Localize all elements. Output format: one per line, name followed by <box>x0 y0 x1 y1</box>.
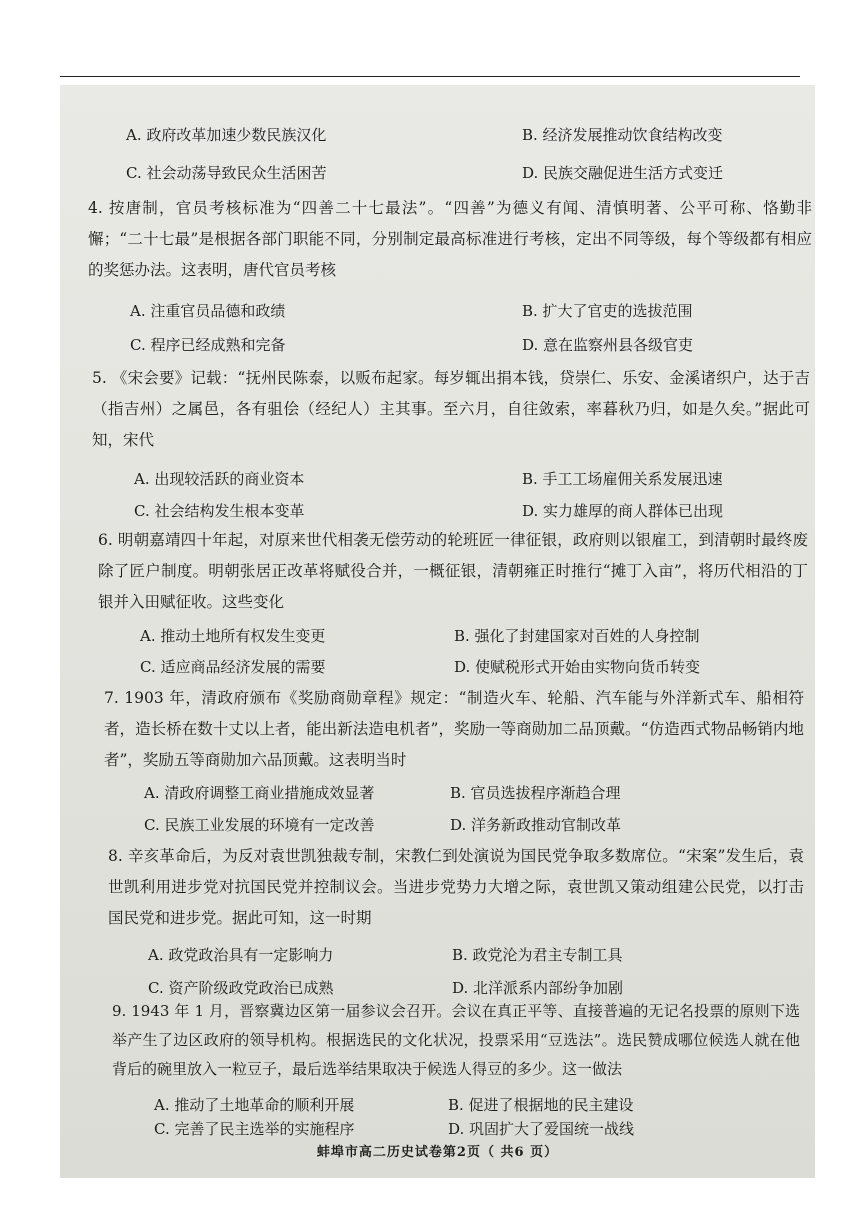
question-4-text: 按唐制，官员考核标准为“四善二十七最法”。“四善”为德义有闻、清慎明著、公平可称、恪勤非懈；“二十七最”是根据各部门职能不同，分别制定最高标准进行考核，定出不同等级，每个等级都有相应的奖惩办法。这表明，唐代官员考核 <box>88 199 812 279</box>
q7-option-d[interactable]: D. 洋务新政推动官制改革 <box>450 816 622 834</box>
q4-option-b[interactable]: B. 扩大了官吏的选拔范围 <box>522 302 693 320</box>
q4-option-c[interactable]: C. 程序已经成熟和完备 <box>130 336 286 354</box>
q6-option-c[interactable]: C. 适应商品经济发展的需要 <box>140 658 326 676</box>
question-5-text: 《宋会要》记载：“抚州民陈泰，以贩布起家。每岁辄出捐本钱，贷崇仁、乐安、金溪诸织户，达于吉（指吉州）之属邑，各有驵侩（经纪人）主其事。至六月，自往敛索，率暮秋乃归，如是久矣。”据此可知，宋代 <box>92 369 810 449</box>
q9-option-c[interactable]: C. 完善了民主选举的实施程序 <box>154 1120 355 1138</box>
q4-option-d[interactable]: D. 意在监察州县各级官吏 <box>522 336 694 354</box>
q6-option-d[interactable]: D. 使赋税形式开始由实物向货币转变 <box>454 658 701 676</box>
exam-content <box>60 85 815 1178</box>
q4-option-a[interactable]: A. 注重官员品德和政绩 <box>130 302 286 320</box>
q9-option-d[interactable]: D. 巩固扩大了爱国统一战线 <box>448 1120 635 1138</box>
q9-option-b[interactable]: B. 促进了根据地的民主建设 <box>448 1096 634 1114</box>
question-6-stem <box>98 525 808 620</box>
question-9-text: 1943 年 1 月，晋察冀边区第一届参议会召开。会议在真正平等、直接普遍的无记名投票的原则下选举产生了边区政府的领导机构。根据选民的文化状况，投票采用“豆选法”。选民赞成哪位候选人就在他背后的碗里放入一粒豆子，最后选举结果取决于候选人得豆的多少。这一做法 <box>112 1002 800 1078</box>
q5-option-c[interactable]: C. 社会结构发生根本变革 <box>134 502 305 520</box>
q5-option-b[interactable]: B. 手工工场雇佣关系发展迅速 <box>522 470 723 488</box>
q9-option-a[interactable]: A. 推动了土地革命的顺利开展 <box>154 1096 355 1114</box>
question-5-stem <box>92 363 810 458</box>
q6-option-b[interactable]: B. 强化了封建国家对百姓的人身控制 <box>454 627 700 645</box>
question-9-number: 9. <box>112 1002 127 1020</box>
q3-option-b[interactable]: B. 经济发展推动饮食结构改变 <box>522 126 723 144</box>
q7-option-b[interactable]: B. 官员选拔程序渐趋合理 <box>450 784 621 802</box>
q3-option-d[interactable]: D. 民族交融促进生活方式变迁 <box>522 164 724 182</box>
q5-option-d[interactable]: D. 实力雄厚的商人群体已出现 <box>522 502 724 520</box>
question-4-number: 4. <box>88 199 103 217</box>
question-6-number: 6. <box>98 531 113 549</box>
q3-option-a[interactable]: A. 政府改革加速少数民族汉化 <box>126 126 327 144</box>
question-9-stem <box>112 997 800 1092</box>
q5-option-a[interactable]: A. 出现较活跃的商业资本 <box>134 470 305 488</box>
q8-option-a[interactable]: A. 政党政治具有一定影响力 <box>148 946 334 964</box>
question-7-stem <box>104 683 804 778</box>
question-6-text: 明朝嘉靖四十年起，对原来世代相袭无偿劳动的轮班匠一律征银，政府则以银雇工，到清朝时最终废除了匠户制度。明朝张居正改革将赋役合并，一概征银，清朝雍正时推行“摊丁入亩”，将历代相沿的丁银并入田赋征收。这些变化 <box>98 531 808 611</box>
q8-option-b[interactable]: B. 政党沦为君主专制工具 <box>452 946 623 964</box>
question-8-text: 辛亥革命后，为反对袁世凯独裁专制，宋教仁到处演说为国民党争取多数席位。“宋案”发生后，袁世凯利用进步党对抗国民党并控制议会。当进步党势力大增之际，袁世凯又策动组建公民党，以打击国民党和进步党。据此可知，这一时期 <box>108 847 804 927</box>
question-8-number: 8. <box>108 847 123 865</box>
q7-option-a[interactable]: A. 清政府调整工商业措施成效显著 <box>144 784 375 802</box>
question-7-number: 7. <box>104 689 119 707</box>
q8-option-d[interactable]: D. 北洋派系内部纷争加剧 <box>452 979 624 997</box>
question-8-stem <box>108 841 804 936</box>
question-7-text: 1903 年，清政府颁布《奖励商勋章程》规定：“制造火车、轮船、汽车能与外洋新式车、船相符者，造长桥在数十丈以上者，能出新法造电机者”，奖励一等商勋加二品顶戴。“仿造西式物品畅销内地者”，奖励五等商勋加六品顶戴。这表明当时 <box>104 689 804 769</box>
exam-page-photo <box>60 85 815 1178</box>
page-footer: 蚌埠市高二历史试卷第2页（ 共6 页） <box>316 1145 559 1160</box>
question-4-stem <box>88 193 812 288</box>
q8-option-c[interactable]: C. 资产阶级政党政治已成熟 <box>148 979 334 997</box>
question-5-number: 5. <box>92 369 107 387</box>
header-rule <box>60 76 800 77</box>
q7-option-c[interactable]: C. 民族工业发展的环境有一定改善 <box>144 816 375 834</box>
q3-option-c[interactable]: C. 社会动荡导致民众生活困苦 <box>126 164 327 182</box>
q6-option-a[interactable]: A. 推动土地所有权发生变更 <box>140 627 326 645</box>
